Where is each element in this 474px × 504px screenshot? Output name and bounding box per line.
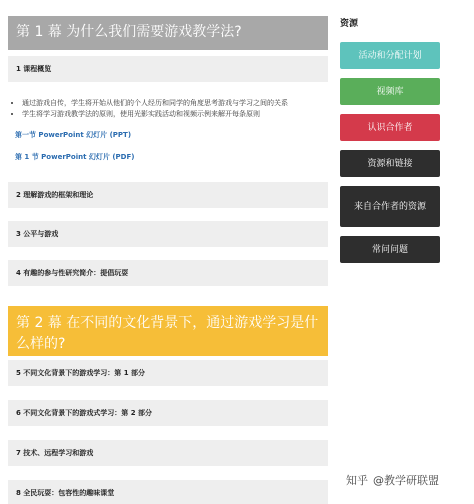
- section-label: 3 公平与游戏: [16, 230, 59, 238]
- section-label: 6 不同文化背景下的游戏式学习：第 2 部分: [16, 409, 153, 417]
- watermark-site: 知乎: [346, 474, 368, 487]
- section-label: 2 理解游戏的框架和理论: [16, 191, 94, 199]
- course-main-column: [8, 16, 328, 504]
- section-6-cultural-contexts-2[interactable]: [8, 400, 328, 426]
- section-5-cultural-contexts-1[interactable]: [8, 360, 328, 386]
- ppt-slides-link[interactable]: 第一节 PowerPoint 幻灯片 (PPT): [15, 131, 132, 139]
- module-1-header: [8, 16, 328, 50]
- watermark-author: @教学研联盟: [373, 474, 439, 487]
- zhihu-watermark: [346, 472, 439, 488]
- section-label: 7 技术、远程学习和游戏: [16, 449, 94, 457]
- list-item: • 学生将学习游戏教学法的原则，使用光影实践活动和视频示例来解开每条原则: [22, 109, 328, 120]
- overview-bullet-list: [8, 98, 328, 120]
- section-8-inclusive-play[interactable]: [8, 480, 328, 504]
- faq-button[interactable]: 常问问题: [340, 236, 440, 263]
- section-4-participatory-research[interactable]: [8, 260, 328, 286]
- module-1-title: 第 1 幕 为什么我们需要游戏教学法?: [16, 24, 242, 40]
- list-item: • 通过游戏自传，学生将开始从他们的个人经历和同学的角度思考游戏与学习之间的关系: [22, 98, 328, 109]
- resources-links-button[interactable]: 资源和链接: [340, 150, 440, 177]
- resources-sidebar: [340, 16, 440, 263]
- module-2-header: [8, 306, 328, 356]
- meet-collaborators-button[interactable]: 认识合作者: [340, 114, 440, 141]
- section-2-frameworks[interactable]: [8, 182, 328, 208]
- section-7-technology-remote[interactable]: [8, 440, 328, 466]
- section-label: 5 不同文化背景下的游戏学习：第 1 部分: [16, 369, 146, 377]
- pdf-slides-link[interactable]: 第 1 节 PowerPoint 幻灯片 (PDF): [15, 153, 135, 161]
- activities-plans-button[interactable]: 活动和分配计划: [340, 42, 440, 69]
- module-2-title: 第 2 幕 在不同的文化背景下，通过游戏学习是什么样的?: [16, 315, 319, 352]
- section-3-equity[interactable]: [8, 221, 328, 247]
- section-label: 8 全民玩耍：包容性的趣味课堂: [16, 489, 115, 497]
- section-label: 1 课程概览: [16, 65, 52, 73]
- video-library-button[interactable]: 视频库: [340, 78, 440, 105]
- sidebar-title: 资源: [340, 19, 359, 29]
- collaborator-resources-button[interactable]: 来自合作者的资源: [340, 186, 440, 227]
- section-1-course-overview[interactable]: [8, 56, 328, 82]
- section-label: 4 有趣的参与性研究简介：提倡玩耍: [16, 269, 129, 277]
